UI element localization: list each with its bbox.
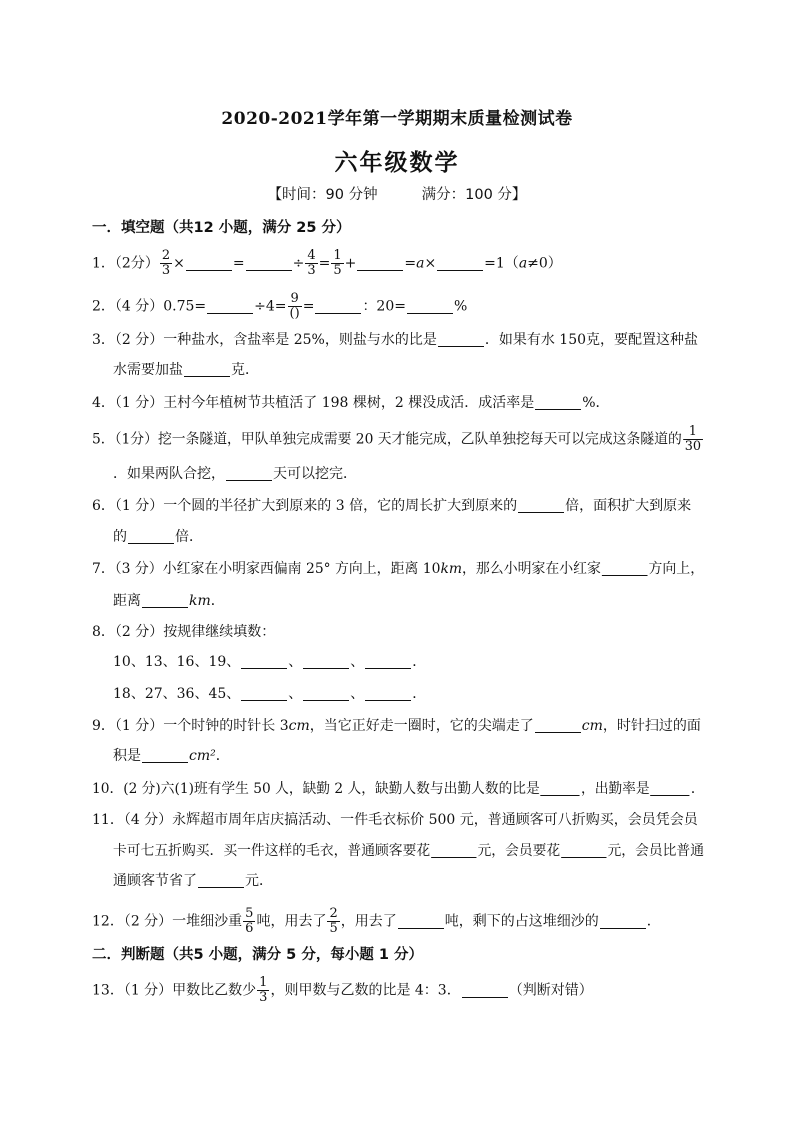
answer-blank[interactable] bbox=[303, 686, 349, 701]
question-7: 7．（3 分）小红家在小明家西偏南 25° 方向上，距离 10km，那么小明家在小红家 方向上， bbox=[92, 561, 705, 577]
answer-blank[interactable] bbox=[407, 299, 453, 314]
question-8: 8．（2 分）按规律继续填数： bbox=[92, 624, 276, 640]
answer-blank[interactable] bbox=[398, 914, 444, 929]
answer-blank[interactable] bbox=[518, 498, 564, 513]
q12-frac1: $\frac{5}{6}$ bbox=[245, 906, 254, 936]
question-3: 3．（2 分）一种盐水，含盐率是 25%，则盐与水的比是 ．如果有水 150克，要配置这种盐 bbox=[92, 332, 699, 348]
question-11-line3: 通顾客节省了 元． bbox=[113, 873, 273, 889]
answer-blank[interactable] bbox=[535, 395, 581, 410]
exam-subject: 六年级数学 bbox=[334, 149, 460, 176]
q1-prefix: 1．（2分） bbox=[92, 255, 159, 272]
q13-frac: $\frac{1}{3}$ bbox=[259, 975, 268, 1005]
answer-blank[interactable] bbox=[438, 332, 484, 347]
answer-blank[interactable] bbox=[462, 983, 508, 998]
answer-blank[interactable] bbox=[600, 914, 646, 929]
exam-title: 2020-2021学年第一学期期末质量检测试卷 bbox=[221, 109, 573, 129]
answer-blank[interactable] bbox=[541, 781, 580, 796]
question-11-line2: 卡可七五折购买．买一件这样的毛衣，普通顾客要花 元，会员要花 元，会员比普通 bbox=[113, 843, 704, 859]
question-6-line2: 的 倍． bbox=[113, 529, 203, 545]
question-4: 4．（1 分）王村今年植树节共植活了 198 棵树，2 棵没成活．成活率是 %． bbox=[92, 395, 610, 411]
exam-score: 满分：100 分】 bbox=[421, 187, 527, 203]
q2-frac: $\frac{9}{()}$ bbox=[289, 291, 300, 321]
question-1: 1．（2分） $\frac{2}{3}$ × = ÷ $\frac{4}{3}$ = $\frac{1}{5}$ + =a× =1（a≠0） bbox=[92, 248, 562, 278]
answer-blank[interactable] bbox=[142, 593, 188, 608]
q1-frac2: $\frac{4}{3}$ bbox=[307, 248, 316, 278]
section-judge-title: 二．判断题（共5 小题，满分 5 分，每小题 1 分） bbox=[92, 947, 424, 963]
answer-blank[interactable] bbox=[535, 718, 581, 733]
answer-blank[interactable] bbox=[186, 256, 232, 271]
question-2: 2．（4 分）0.75= ÷4= $\frac{9}{()}$ = ：20= % bbox=[92, 291, 468, 321]
q5-frac: $\frac{1}{30}$ bbox=[684, 424, 702, 454]
answer-blank[interactable] bbox=[303, 654, 349, 669]
section-fill-blank-title: 一．填空题（共12 小题，满分 25 分） bbox=[92, 220, 351, 236]
answer-blank[interactable] bbox=[315, 299, 361, 314]
answer-blank[interactable] bbox=[365, 654, 411, 669]
question-8-seq2: 18、27、36、45、 、 、 ． bbox=[113, 686, 427, 702]
question-6: 6．（1 分）一个圆的半径扩大到原来的 3 倍，它的周长扩大到原来的 倍，面积扩大到原来 bbox=[92, 498, 692, 514]
exam-time: 【时间：90 分钟 bbox=[267, 187, 378, 203]
answer-blank[interactable] bbox=[431, 843, 476, 858]
question-7-line2: 距离 km． bbox=[113, 593, 225, 609]
answer-blank[interactable] bbox=[198, 873, 244, 888]
question-5-line2: ．如果两队合挖， 天可以挖完． bbox=[113, 466, 357, 482]
answer-blank[interactable] bbox=[602, 561, 648, 576]
answer-blank[interactable] bbox=[142, 748, 188, 763]
question-8-seq1: 10、13、16、19、 、 、 ． bbox=[113, 654, 427, 670]
answer-blank[interactable] bbox=[207, 299, 253, 314]
answer-blank[interactable] bbox=[246, 256, 292, 271]
answer-blank[interactable] bbox=[365, 686, 411, 701]
answer-blank[interactable] bbox=[128, 529, 174, 544]
exam-meta bbox=[0, 183, 794, 204]
q12-frac2: $\frac{2}{5}$ bbox=[329, 906, 338, 936]
question-11: 11．（4 分）永辉超市周年店庆搞活动、一件毛衣标价 500 元，普通顾客可八折购买，会员凭会员 bbox=[92, 812, 698, 828]
question-13: 13．（1 分）甲数比乙数少 $\frac{1}{3}$ ，则甲数与乙数的比是 4：3． （判断对错） bbox=[92, 975, 593, 1005]
answer-blank[interactable] bbox=[561, 843, 606, 858]
question-9: 9．（1 分）一个时钟的时针长 3cm，当它正好走一圈时，它的尖端走了 cm，时针扫过的面 bbox=[92, 718, 701, 734]
answer-blank[interactable] bbox=[184, 362, 230, 377]
question-3-line2: 水需要加盐 克． bbox=[113, 362, 259, 378]
answer-blank[interactable] bbox=[226, 466, 272, 481]
answer-blank[interactable] bbox=[651, 781, 690, 796]
question-12: 12．（2 分）一堆细沙重 $\frac{5}{6}$ 吨，用去了 $\frac{2}{5}$ ，用去了 吨，剩下的占这堆细沙的 ． bbox=[92, 906, 661, 936]
question-5: 5．（1分）挖一条隧道，甲队单独完成需要 20 天才能完成，乙队单独挖每天可以完成这条隧道的 $\frac{1}{30}$ bbox=[92, 424, 702, 454]
q1-frac3: $\frac{1}{5}$ bbox=[333, 248, 342, 278]
answer-blank[interactable] bbox=[241, 654, 287, 669]
answer-blank[interactable] bbox=[241, 686, 287, 701]
answer-blank[interactable] bbox=[437, 256, 483, 271]
q1-frac1: $\frac{2}{3}$ bbox=[161, 248, 171, 278]
question-9-line2: 积是 cm²． bbox=[113, 748, 230, 764]
question-10: 10．(2 分)六(1)班有学生 50 人，缺勤 2 人，缺勤人数与出勤人数的比是 ，出勤率是 ． bbox=[92, 781, 705, 797]
answer-blank[interactable] bbox=[357, 256, 403, 271]
